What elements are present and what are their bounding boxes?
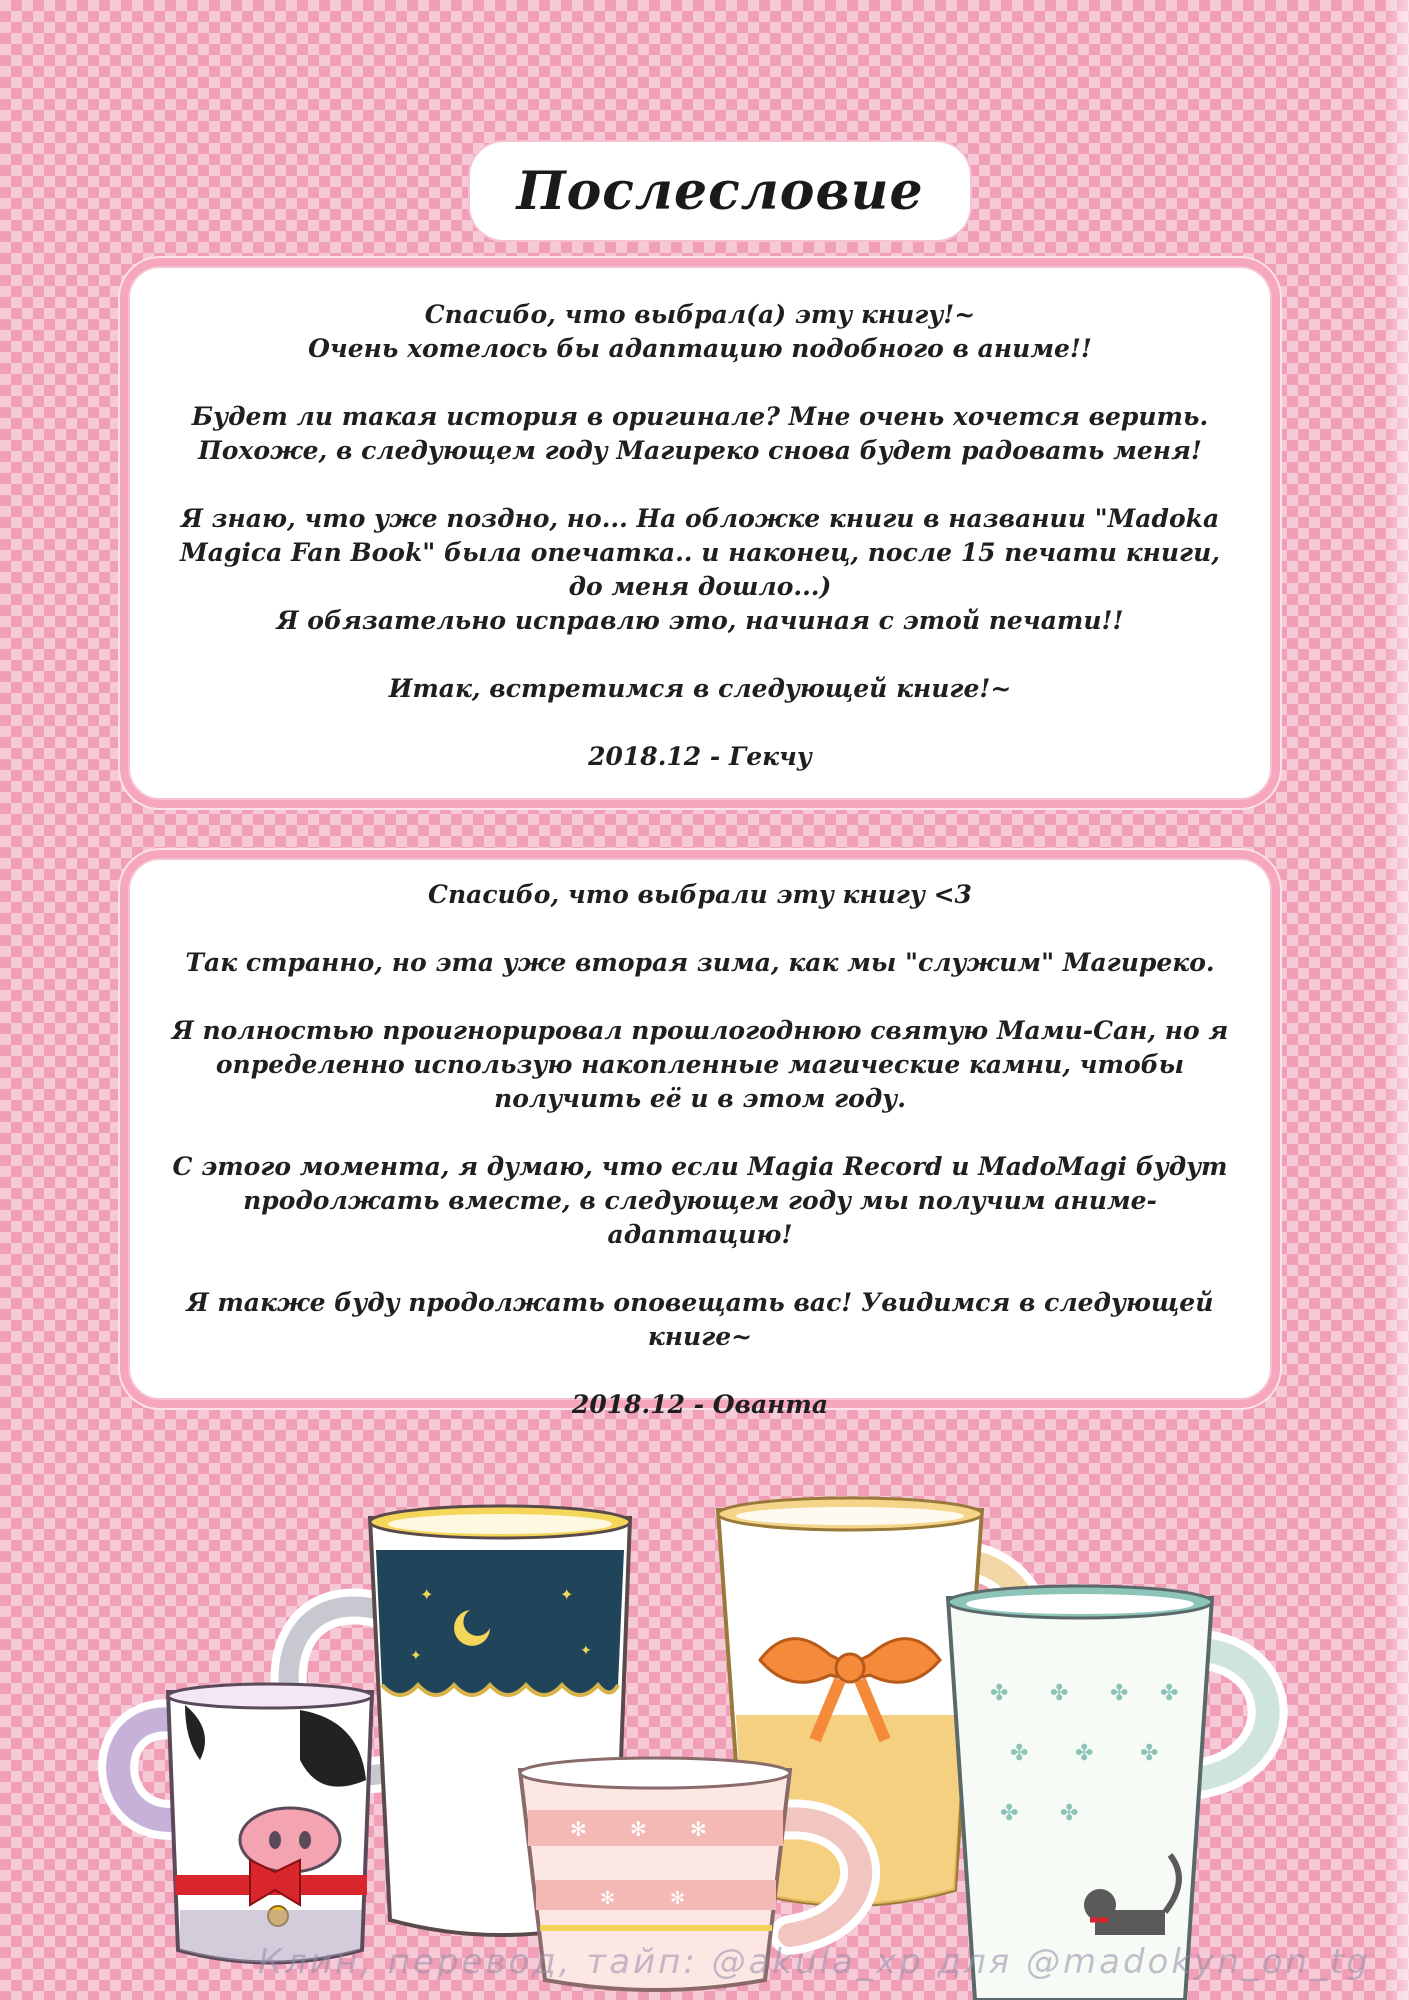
afterword-note-1 — [120, 258, 1280, 808]
note-2-paragraph: Я полностью проигнорировал прошлогоднюю святую Мами-Сан, но я определенно использую накопленные магические камни, чтобы получить её и в этом году. — [171, 1016, 1229, 1113]
svg-text:✻: ✻ — [630, 1817, 647, 1841]
svg-text:✤: ✤ — [1075, 1741, 1094, 1766]
note-2-paragraph: Так странно, но эта уже вторая зима, как мы "служим" Магиреко. — [185, 948, 1215, 977]
svg-text:✦: ✦ — [580, 1643, 592, 1659]
svg-text:✤: ✤ — [1160, 1681, 1179, 1706]
svg-text:✤: ✤ — [1140, 1741, 1159, 1766]
note-2-body — [128, 858, 1272, 1419]
note-1-body — [128, 266, 1272, 800]
translator-credit: Клин, перевод, тайп: @akula_xp для @madokyn_on_tg — [258, 1942, 1371, 1982]
title-banner — [470, 142, 970, 240]
note-2-paragraph: С этого момента, я думаю, что если Magia Record и MadoMagi будут продолжать вместе, в следующем году мы получим аниме-адаптацию! — [172, 1152, 1228, 1249]
svg-text:✻: ✻ — [690, 1817, 707, 1841]
note-1-paragraph: Итак, встретимся в следующей книге!~ — [388, 674, 1012, 703]
svg-text:✤: ✤ — [1110, 1681, 1129, 1706]
note-2-signature: 2018.12 - Ованта — [571, 1390, 829, 1419]
svg-text:✻: ✻ — [600, 1888, 616, 1909]
svg-text:✻: ✻ — [570, 1817, 587, 1841]
svg-text:✦: ✦ — [560, 1585, 574, 1604]
page-title: Послесловие — [516, 160, 924, 222]
svg-text:✦: ✦ — [420, 1585, 434, 1604]
note-1-paragraph: Я знаю, что уже поздно, но... На обложке книги в названии "Madoka Magica Fan Book" была опечатка.. и наконец, после 15 печати книги, до меня дошло...) Я обязательно исправлю это, начиная с этой печати!! — [180, 504, 1220, 635]
mugs-illustration — [0, 1480, 1409, 2000]
cow-mug-icon — [118, 1684, 372, 1963]
svg-text:✤: ✤ — [1010, 1741, 1029, 1766]
note-2-paragraph: Спасибо, что выбрали эту книгу <3 — [428, 880, 972, 909]
svg-text:✻: ✻ — [670, 1888, 686, 1909]
svg-text:✤: ✤ — [1000, 1801, 1019, 1826]
svg-text:✤: ✤ — [1050, 1681, 1069, 1706]
note-1-signature: 2018.12 - Гекчу — [588, 742, 812, 771]
svg-text:✦: ✦ — [410, 1648, 422, 1664]
note-1-paragraph: Спасибо, что выбрал(а) эту книгу!~ Очень хотелось бы адаптацию подобного в аниме!! — [308, 300, 1092, 363]
cat-mug-icon — [948, 1586, 1268, 2000]
svg-text:✤: ✤ — [990, 1681, 1009, 1706]
svg-text:✤: ✤ — [1060, 1801, 1079, 1826]
afterword-note-2 — [120, 850, 1280, 1419]
note-1-paragraph: Будет ли такая история в оригинале? Мне очень хочется верить. Похоже, в следующем году Магиреко снова будет радовать меня! — [191, 402, 1209, 465]
note-2-paragraph: Я также буду продолжать оповещать вас! Увидимся в следующей книге~ — [186, 1288, 1214, 1351]
